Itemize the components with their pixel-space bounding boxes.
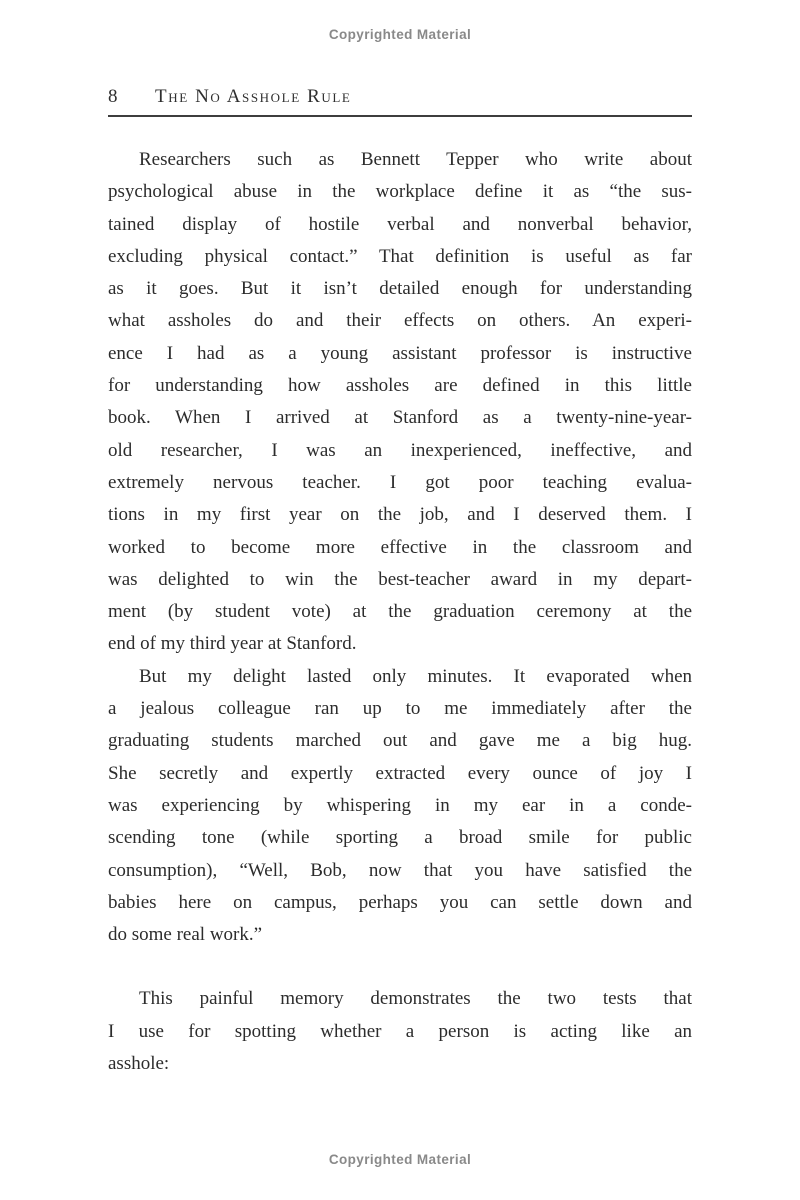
text-line: was experiencing by whispering in my ear in a conde- — [108, 794, 692, 816]
text-line: as it goes. But it isn’t detailed enough for understanding — [108, 278, 692, 300]
text-line: book. When I arrived at Stanford as a twenty-nine-year- — [108, 407, 692, 429]
page-content — [108, 86, 692, 1080]
text-line: babies here on campus, perhaps you can settle down and — [108, 891, 692, 913]
text-line: I use for spotting whether a person is acting like an — [108, 1020, 692, 1042]
text-line: Researchers such as Bennett Tepper who write about — [139, 149, 692, 170]
text-line: But my delight lasted only minutes. It evaporated when — [139, 665, 692, 687]
text-line: consumption), “Well, Bob, now that you have satisfied the — [108, 859, 692, 881]
text-line: was delighted to win the best-teacher award in my depart- — [108, 568, 692, 590]
text-line: ence I had as a young assistant professor is instructive — [108, 342, 692, 364]
text-line: a jealous colleague ran up to me immediately after the — [108, 698, 692, 720]
page-number: 8 — [108, 86, 118, 107]
text-line: end of my third year at Stanford. — [108, 633, 357, 655]
body-text — [108, 144, 692, 1080]
text-line: old researcher, I was an inexperienced, ineffective, and — [108, 439, 692, 461]
copyright-notice-bottom: Copyrighted Material — [328, 1152, 472, 1167]
text-line: do some real work.” — [108, 924, 263, 946]
text-line: asshole: — [108, 1053, 170, 1075]
text-line: extremely nervous teacher. I got poor teaching evalua- — [108, 471, 692, 493]
text-line: graduating students marched out and gave me a big hug. — [108, 730, 692, 752]
text-line: scending tone (while sporting a broad smile for public — [108, 827, 692, 849]
text-line: excluding physical contact.” That definition is useful as far — [108, 245, 692, 267]
text-line: tions in my first year on the job, and I deserved them. I — [108, 504, 692, 526]
text-line: psychological abuse in the workplace define it as “the sus- — [108, 181, 692, 203]
text-line: This painful memory demonstrates the two tests that — [139, 988, 692, 1010]
text-line: She secretly and expertly extracted every ounce of joy I — [108, 762, 692, 784]
text-line: for understanding how assholes are defined in this little — [108, 375, 692, 397]
text-line: tained display of hostile verbal and nonverbal behavior, — [108, 213, 692, 235]
text-line: ment (by student vote) at the graduation ceremony at the — [108, 601, 692, 623]
text-line: worked to become more effective in the classroom and — [108, 536, 692, 558]
paragraph — [108, 661, 692, 952]
paragraph — [108, 983, 692, 1080]
running-header-title: The No Asshole Rule — [155, 86, 352, 107]
text-line: what assholes do and their effects on others. An experi- — [108, 310, 692, 332]
copyright-notice-top: Copyrighted Material — [328, 27, 472, 42]
running-header — [108, 86, 692, 117]
paragraph — [108, 144, 692, 661]
